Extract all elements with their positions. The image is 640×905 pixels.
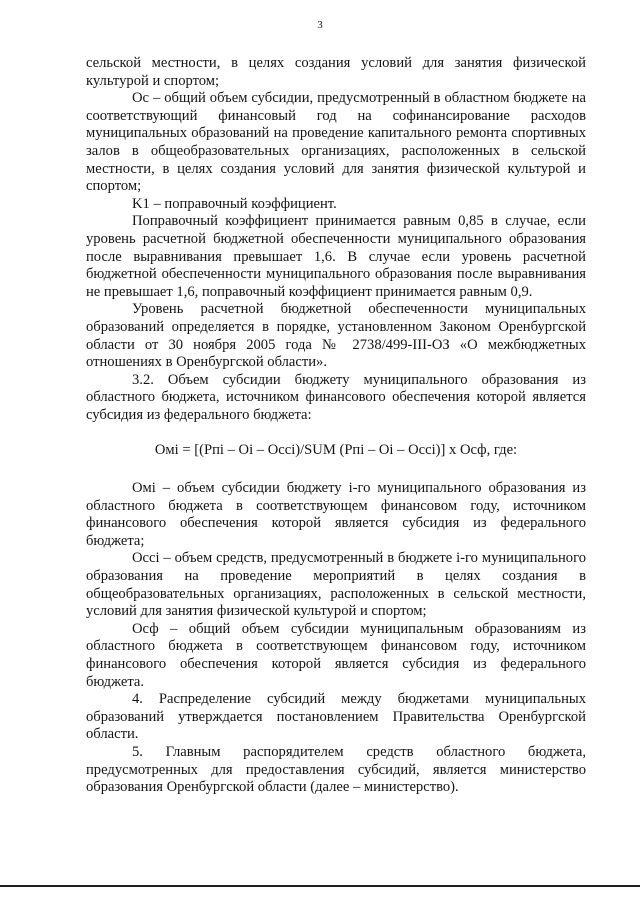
- paragraph-budget-level: Уровень расчетной бюджетной обеспеченности муниципальных образований определяется в порядке, установленном Законом Оренбургской области от 30 ноября 2005 года № 2738/499-III-ОЗ «О межбюджетных отношениях в Оренбургской области».: [86, 301, 586, 371]
- paragraph-os-definition: Ос – общий объем субсидии, предусмотренный в областном бюджете на соответствующий финансовый год на софинансирование расходов муниципальных образований на проведение капитального ремонта спортивных залов в общеобразовательных организациях, расположенных в сельской местности, в целях создания условий для занятия физической культурой и спортом;: [86, 90, 586, 195]
- paragraph-section-3-2: 3.2. Объем субсидии бюджету муниципального образования из областного бюджета, источником финансового обеспечения которой является субсидия из федерального бюджета:: [86, 371, 586, 423]
- paragraph-section-4: 4. Распределение субсидий между бюджетами муниципальных образований утверждается постановлением Правительства Оренбургской области.: [86, 691, 586, 743]
- paragraph-osf-definition: Осф – общий объем субсидии муниципальным образованиям из областного бюджета в соответствующем финансовом году, источником финансового обеспечения которой является субсидия из федерального бюджета.: [86, 620, 586, 690]
- document-body: [86, 55, 586, 797]
- formula: Омi = [(Рпi – Оi – Оссi)/SUM (Рпi – Оi – Оссi)] х Осф, где:: [154, 442, 518, 459]
- paragraph-omi-definition: Омi – объем субсидии бюджету i-го муниципального образования из областного бюджета в соответствующем финансовом году, источником финансового обеспечения которой является субсидия из федерального бюджета;: [86, 480, 586, 549]
- paragraph-continuation: сельской местности, в целях создания условий для занятия физической культурой и спортом;: [86, 55, 586, 89]
- paragraph-correction-coefficient: Поправочный коэффициент принимается равным 0,85 в случае, если уровень расчетной бюджетной обеспеченности муниципального образования после выравнивания превышает 1,6. В случае если уровень расчетной бюджетной обеспеченности муниципального образования после выравнивания не превышает 1,6, поправочный коэффициент принимается равным 0,9.: [86, 213, 586, 300]
- paragraph-ossi-definition: Оссi – объем средств, предусмотренный в бюджете i-го муниципального образования на проведение мероприятий в целях создания в общеобразовательных организациях, расположенных в сельской местности, условий для занятия физической культурой и спортом;: [86, 550, 586, 620]
- bottom-rule: [0, 885, 640, 887]
- paragraph-k1-definition: K1 – поправочный коэффициент.: [132, 195, 337, 212]
- page-number: 3: [317, 19, 323, 31]
- paragraph-section-5: 5. Главным распорядителем средств областного бюджета, предусмотренных для предоставления субсидий, является министерство образования Оренбургской области (далее – министерство).: [86, 743, 586, 796]
